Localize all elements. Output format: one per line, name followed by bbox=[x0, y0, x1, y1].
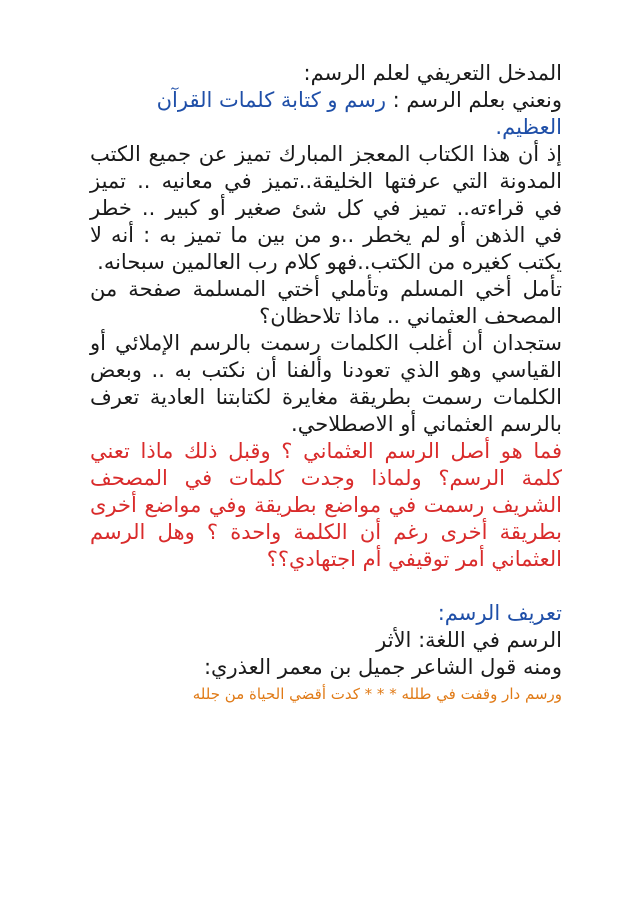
poet-intro: ومنه قول الشاعر جميل بن معمر العذري: bbox=[203, 655, 562, 679]
definition-heading: تعريف الرسم: bbox=[437, 601, 562, 625]
definition-prefix: ونعني بعلم الرسم : bbox=[385, 88, 562, 112]
poetry-verse: ورسم دار وقفت في طلله * * * كدت أقضي الحياة من جلله bbox=[192, 685, 562, 703]
language-label: الرسم في اللغة: bbox=[411, 628, 562, 652]
paragraph-uniqueness: إذ أن هذا الكتاب المعجز المبارك تميز عن جميع الكتب المدونة التي عرفتها الخليقة..تميز في معانيه .. تميز في قراءته.. تميز في كل شئ صغير أو كبير .. خطر في الذهن أو لم يخطر ..و من بين ما تميز به : أنه لا يكتب كغيره من الكتب..فهو كلام رب العالمين سبحانه. bbox=[90, 142, 562, 274]
language-value: الأثر bbox=[376, 628, 412, 652]
document-page bbox=[90, 60, 562, 705]
definition-end: . bbox=[495, 115, 503, 139]
definition-language bbox=[90, 627, 562, 654]
intro-definition bbox=[90, 87, 562, 141]
paragraph-observation: ستجدان أن أغلب الكلمات رسمت بالرسم الإملائي أو القياسي وهو الذي تعودنا وألفنا أن نكتب به .. وبعض الكلمات رسمت بطريقة مغايرة لكتابتنا العادية تعرف بالرسم العثماني أو الاصطلاحي. bbox=[90, 331, 562, 436]
paragraph-contemplate: تأمل أخي المسلم وتأملي أختي المسلمة صفحة من المصحف العثماني .. ماذا تلاحظان؟ bbox=[90, 277, 562, 328]
spacer bbox=[90, 573, 562, 600]
paragraph-questions: فما هو أصل الرسم العثماني ؟ وقبل ذلك ماذا تعني كلمة الرسم؟ ولماذا وجدت كلمات في المصحف الشريف رسمت في مواضع بطريقة وفي مواضع أخرى بطريقة أخرى رغم أن الكلمة واحدة ؟ وهل الرسم العثماني أمر توقيفي أم اجتهادي؟؟ bbox=[90, 439, 562, 571]
intro-title: المدخل التعريفي لعلم الرسم: bbox=[303, 61, 562, 85]
definition-highlight: رسم و كتابة كلمات القرآن العظيم bbox=[156, 88, 562, 139]
